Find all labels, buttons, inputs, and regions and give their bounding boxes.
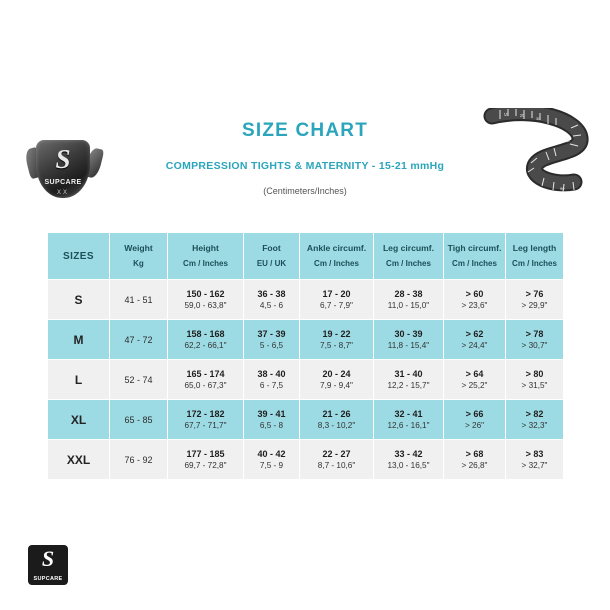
table-row	[48, 400, 564, 440]
col-header-leg-circumf-sub: Cm / Inches	[386, 258, 431, 268]
cell-size: S	[48, 280, 110, 320]
cell-size: XL	[48, 400, 110, 440]
cell-ankle-cm: 20 - 24	[322, 369, 351, 379]
size-table-wrapper	[47, 232, 563, 480]
table-body	[48, 280, 564, 480]
table-row	[48, 360, 564, 400]
col-header-sizes: SIZES	[48, 233, 110, 280]
col-header-foot-main: Foot	[262, 243, 281, 254]
col-header-leg-length-main: Leg length	[512, 243, 557, 254]
svg-text:20: 20	[519, 112, 525, 118]
cell-tigh-in: > 26,8"	[461, 461, 488, 470]
cell-height	[168, 400, 244, 440]
cell-tigh-in: > 23,6"	[461, 301, 488, 310]
table-row	[48, 280, 564, 320]
cell-height	[168, 440, 244, 480]
svg-text:70: 70	[543, 164, 550, 172]
col-header-tigh	[444, 233, 506, 280]
cell-size: M	[48, 320, 110, 360]
cell-tigh	[444, 320, 506, 360]
col-header-leg-length-sub: Cm / Inches	[512, 258, 557, 268]
col-header-tigh-main: Tigh circumf.	[447, 243, 502, 254]
cell-foot-uk: 7,5 - 9	[259, 461, 284, 470]
cell-leg-length-cm: > 82	[525, 409, 544, 419]
cell-ankle-cm: 22 - 27	[322, 449, 351, 459]
cell-height	[168, 360, 244, 400]
cell-tigh-in: > 26"	[464, 421, 485, 430]
table-row	[48, 440, 564, 480]
col-header-foot	[244, 233, 300, 280]
cell-tigh-cm: > 62	[465, 329, 484, 339]
badge-letter: S	[55, 144, 71, 174]
col-header-leg-circumf-main: Leg circumf.	[382, 243, 435, 254]
cell-ankle-in: 8,7 - 10,6"	[317, 461, 356, 470]
cell-height-cm: 158 - 168	[186, 329, 225, 339]
cell-ankle	[300, 360, 374, 400]
cell-tigh-cm: > 68	[465, 449, 484, 459]
cell-leg-length-cm: > 76	[525, 289, 544, 299]
cell-height-cm: 165 - 174	[186, 369, 225, 379]
cell-leg-circumf	[374, 440, 444, 480]
cell-weight: 65 - 85	[110, 400, 168, 440]
cell-height	[168, 280, 244, 320]
cell-height-in: 62,2 - 66,1"	[184, 341, 227, 350]
cell-tigh-in: > 25,2"	[461, 381, 488, 390]
cell-height-cm: 172 - 182	[186, 409, 225, 419]
cell-foot-eu: 39 - 41	[257, 409, 286, 419]
cell-tigh-cm: > 64	[465, 369, 484, 379]
footer-logo-letter: S	[41, 546, 55, 571]
cell-foot-eu: 40 - 42	[257, 449, 286, 459]
cell-leg-circumf-in: 12,2 - 15,7"	[387, 381, 430, 390]
cell-height-in: 69,7 - 72,8"	[184, 461, 227, 470]
cell-foot-eu: 38 - 40	[257, 369, 286, 379]
cell-ankle	[300, 400, 374, 440]
cell-leg-circumf	[374, 360, 444, 400]
cell-height-in: 59,0 - 63,8"	[184, 301, 227, 310]
cell-leg-circumf	[374, 400, 444, 440]
cell-leg-length-in: > 29,9"	[521, 301, 548, 310]
col-header-weight-sub: Kg	[133, 258, 144, 268]
cell-leg-length-cm: > 80	[525, 369, 544, 379]
cell-height-cm: 177 - 185	[186, 449, 225, 459]
cell-tigh	[444, 360, 506, 400]
cell-weight: 47 - 72	[110, 320, 168, 360]
cell-foot	[244, 320, 300, 360]
table-row	[48, 320, 564, 360]
footer-logo-name: SUPCARE	[33, 576, 63, 582]
badge-brand-sub: XX	[56, 190, 69, 196]
col-header-tigh-sub: Cm / Inches	[452, 258, 497, 268]
svg-text:30: 30	[536, 116, 541, 121]
cell-ankle-in: 6,7 - 7,9"	[320, 301, 353, 310]
cell-leg-circumf-in: 12,6 - 16,1"	[387, 421, 430, 430]
cell-leg-length	[506, 400, 564, 440]
cell-leg-length	[506, 320, 564, 360]
size-chart-table	[47, 232, 564, 480]
cell-leg-circumf	[374, 280, 444, 320]
col-header-ankle	[300, 233, 374, 280]
cell-ankle-cm: 17 - 20	[322, 289, 351, 299]
cell-leg-length-in: > 32,7"	[521, 461, 548, 470]
cell-tigh	[444, 400, 506, 440]
cell-foot-eu: 37 - 39	[257, 329, 286, 339]
cell-foot-uk: 4,5 - 6	[259, 301, 284, 310]
units-note: (Centimeters/Inches)	[263, 186, 347, 196]
header	[0, 120, 610, 196]
cell-ankle-in: 8,3 - 10,2"	[317, 421, 356, 430]
badge-brand-name: SUPCARE	[44, 179, 82, 186]
cell-leg-circumf-cm: 31 - 40	[394, 369, 423, 379]
cell-foot	[244, 280, 300, 320]
cell-weight: 41 - 51	[110, 280, 168, 320]
cell-height-in: 65,0 - 67,3"	[184, 381, 227, 390]
page-title: SIZE CHART	[242, 120, 368, 141]
cell-foot	[244, 400, 300, 440]
cell-leg-length	[506, 440, 564, 480]
cell-leg-circumf-cm: 30 - 39	[394, 329, 423, 339]
cell-leg-length-cm: > 83	[525, 449, 544, 459]
cell-tigh-in: > 24,4"	[461, 341, 488, 350]
cell-height	[168, 320, 244, 360]
cell-size: L	[48, 360, 110, 400]
cell-ankle-in: 7,5 - 8,7"	[320, 341, 353, 350]
cell-height-in: 67,7 - 71,7"	[184, 421, 227, 430]
svg-text:10: 10	[503, 111, 509, 117]
cell-tigh	[444, 440, 506, 480]
cell-foot-eu: 36 - 38	[257, 289, 286, 299]
cell-ankle-in: 7,9 - 9,4"	[320, 381, 353, 390]
col-header-foot-sub: EU / UK	[256, 258, 287, 268]
cell-ankle	[300, 280, 374, 320]
cell-leg-circumf	[374, 320, 444, 360]
cell-leg-length-cm: > 78	[525, 329, 544, 339]
col-header-ankle-main: Ankle circumf.	[306, 243, 367, 254]
svg-text:90: 90	[560, 186, 565, 191]
cell-leg-circumf-cm: 33 - 42	[394, 449, 423, 459]
col-header-height	[168, 233, 244, 280]
footer-logo-square-icon	[28, 545, 68, 585]
page-subtitle: COMPRESSION TIGHTS & MATERNITY - 15-21 mmHg	[165, 160, 445, 172]
cell-size: XXL	[48, 440, 110, 480]
cell-leg-circumf-in: 11,0 - 15,0"	[387, 301, 430, 310]
cell-leg-length-in: > 31,5"	[521, 381, 548, 390]
cell-ankle	[300, 440, 374, 480]
cell-weight: 76 - 92	[110, 440, 168, 480]
cell-leg-circumf-cm: 28 - 38	[394, 289, 423, 299]
cell-tigh-cm: > 66	[465, 409, 484, 419]
col-header-leg-length	[506, 233, 564, 280]
cell-weight: 52 - 74	[110, 360, 168, 400]
svg-text:50: 50	[565, 137, 571, 143]
col-header-height-main: Height	[192, 243, 219, 254]
cell-foot	[244, 360, 300, 400]
col-header-ankle-sub: Cm / Inches	[314, 258, 359, 268]
col-header-height-sub: Cm / Inches	[183, 258, 228, 268]
cell-leg-length-in: > 32,3"	[521, 421, 548, 430]
cell-leg-length-in: > 30,7"	[521, 341, 548, 350]
cell-leg-circumf-cm: 32 - 41	[394, 409, 423, 419]
cell-foot	[244, 440, 300, 480]
cell-ankle-cm: 21 - 26	[322, 409, 351, 419]
cell-leg-length	[506, 360, 564, 400]
footer-logo	[28, 545, 74, 585]
col-header-weight	[110, 233, 168, 280]
col-header-leg-circumf	[374, 233, 444, 280]
table-header-row	[48, 233, 564, 280]
cell-foot-uk: 5 - 6,5	[259, 341, 284, 350]
cell-leg-length	[506, 280, 564, 320]
col-header-weight-main: Weight	[124, 243, 153, 254]
cell-leg-circumf-in: 13,0 - 16,5"	[387, 461, 430, 470]
table-head	[48, 233, 564, 280]
cell-foot-uk: 6,5 - 8	[259, 421, 284, 430]
cell-tigh-cm: > 60	[465, 289, 484, 299]
cell-ankle	[300, 320, 374, 360]
cell-ankle-cm: 19 - 22	[322, 329, 351, 339]
cell-tigh	[444, 280, 506, 320]
cell-height-cm: 150 - 162	[186, 289, 225, 299]
cell-leg-circumf-in: 11,8 - 15,4"	[387, 341, 430, 350]
cell-foot-uk: 6 - 7,5	[259, 381, 284, 390]
